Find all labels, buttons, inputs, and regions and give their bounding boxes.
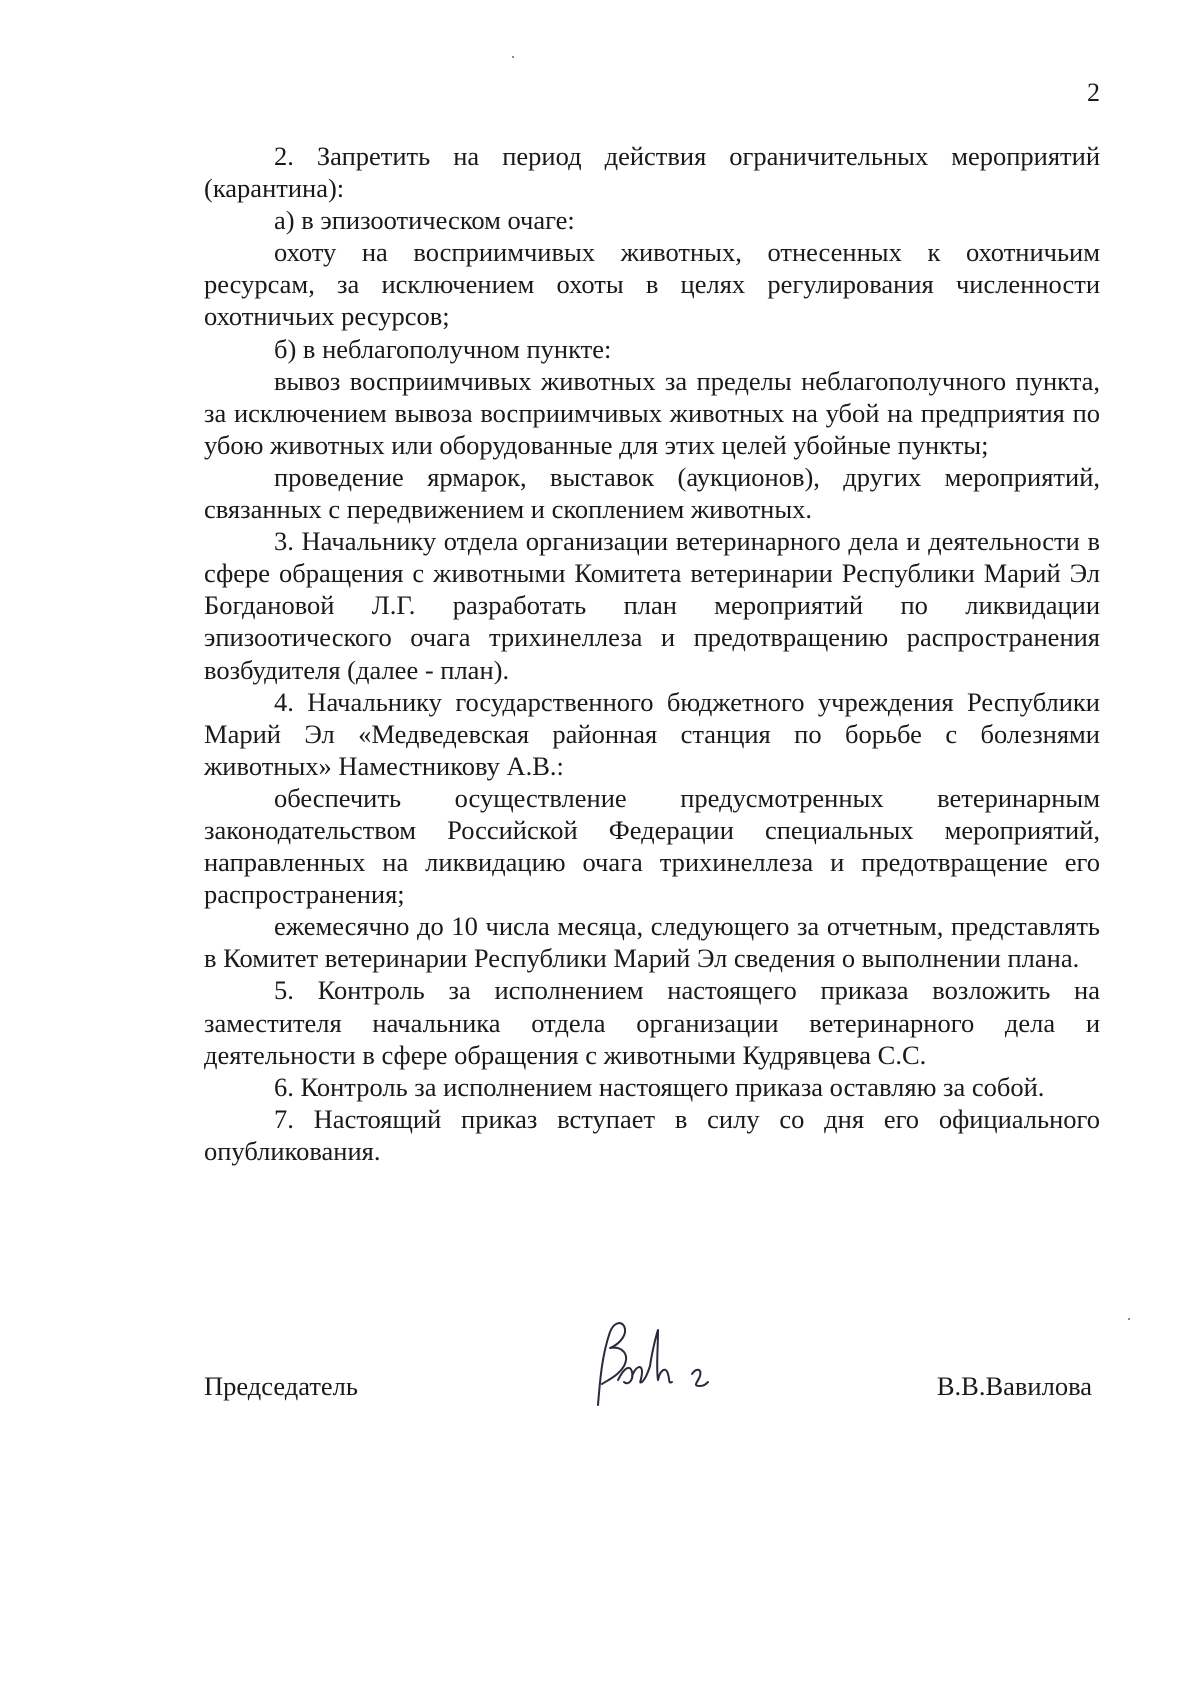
paragraph-4-monthly: ежемесячно до 10 числа месяца, следующего за отчетным, представлять в Комитет ветеринарии Республики Марий Эл сведения о выполнении плана.	[204, 911, 1100, 974]
signature-block	[204, 1370, 1100, 1430]
page-number: 2	[1087, 78, 1100, 107]
paragraph-7: 7. Настоящий приказ вступает в силу со дня его официального опубликования.	[204, 1103, 1100, 1166]
paragraph-2b: б) в неблагополучном пункте:	[274, 333, 612, 364]
paragraph-2a: а) в эпизоотическом очаге:	[274, 205, 575, 236]
paragraph-2b-export: вывоз восприимчивых животных за пределы неблагополучного пункта, за исключением вывоза восприимчивых животных на убой на предприятия по убою животных или оборудованные для этих целей убойные пункты;	[204, 365, 1100, 460]
document-body	[204, 140, 1100, 1167]
paragraph-2: 2. Запретить на период действия ограничительных мероприятий (карантина):	[204, 141, 1100, 204]
paragraph-3: 3. Начальнику отдела организации ветеринарного дела и деятельности в сфере обращения с животными Комитета ветеринарии Республики Марий Эл Богдановой Л.Г. разработать план мероприятий по ликвидации эпизоотического очага трихинеллеза и предотвращению распространения возбудителя (далее - план).	[204, 526, 1100, 685]
paragraph-2b-fairs: проведение ярмарок, выставок (аукционов), других мероприятий, связанных с передвижением и скоплением животных.	[204, 461, 1100, 525]
signatory-position: Председатель	[204, 1371, 358, 1401]
paragraph-5: 5. Контроль за исполнением настоящего приказа возложить на заместителя начальника отдела организации ветеринарного дела и деятельности в сфере обращения с животными Кудрявцева С.С.	[204, 975, 1100, 1070]
scan-speck	[1128, 1318, 1130, 1320]
paragraph-2a-hunting: охоту на восприимчивых животных, отнесенных к охотничьим ресурсам, за исключением охоты в целях регулирования численности охотничьих ресурсов;	[204, 237, 1100, 332]
paragraph-6: 6. Контроль за исполнением настоящего приказа оставляю за собой.	[274, 1071, 1045, 1102]
signatory-name: В.В.Вавилова	[936, 1371, 1092, 1401]
paragraph-4-ensure: обеспечить осуществление предусмотренных ветеринарным законодательством Российской Федерации специальных мероприятий, направленных на ликвидацию очага трихинеллеза и предотвращение его распространения;	[204, 782, 1100, 910]
paragraph-4: 4. Начальнику государственного бюджетного учреждения Республики Марий Эл «Медведевская районная станция по борьбе с болезнями животных» Наместникову А.В.:	[204, 686, 1100, 781]
scan-speck	[512, 56, 514, 58]
